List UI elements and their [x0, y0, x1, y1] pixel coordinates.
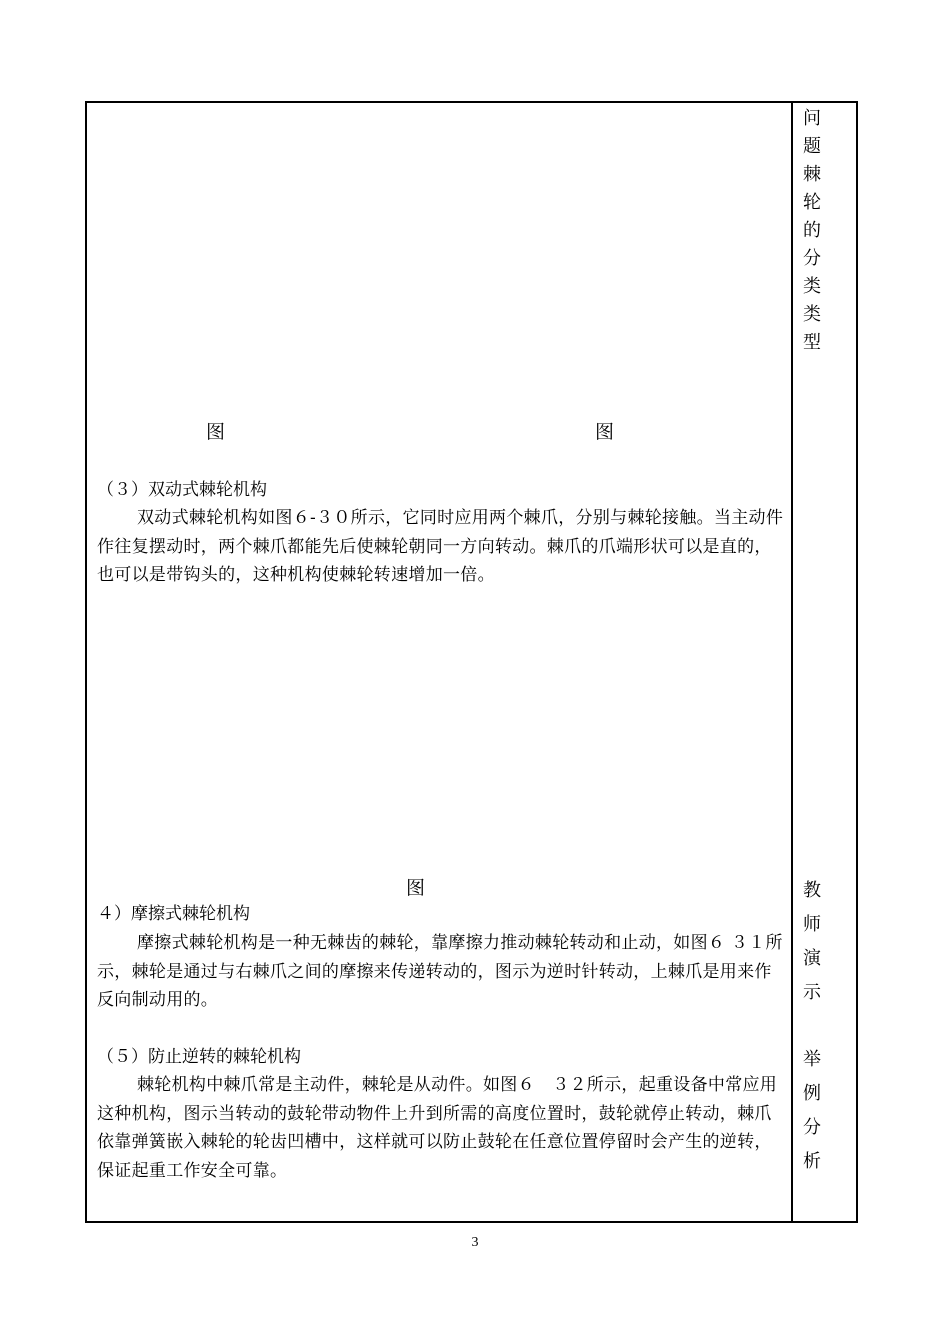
figure-caption-left: 图	[206, 421, 226, 443]
section-3-heading: （３）双动式棘轮机构	[97, 480, 267, 500]
content-cell	[87, 103, 791, 1221]
section-5-heading: （５）防止逆转的棘轮机构	[97, 1047, 301, 1067]
notes-cell	[793, 103, 856, 1221]
section-3-body: 双动式棘轮机构如图６-３０所示，它同时应用两个棘爪，分别与棘轮接触。当主动件作往复摆动时，两个棘爪都能先后使棘轮朝同一方向转动。棘爪的爪端形状可以是直的，也可以是带钩头的，这种机构使棘轮转速增加一倍。	[97, 508, 784, 585]
section-4-body: 摩擦式棘轮机构是一种无棘齿的棘轮，靠摩擦力推动棘轮转动和止动，如图６ ３１所示，棘轮是通过与右棘爪之间的摩擦来传递转动的，图示为逆时针转动，上棘爪是用来作反向制动用的。	[97, 933, 783, 1010]
side-label-teacher-demo: 教师演示	[803, 880, 830, 1003]
section-5-body: 棘轮机构中棘爪常是主动件，棘轮是从动件。如图６ ３２所示，起重设备中常应用这种机构，图示当转动的鼓轮带动物件上升到所需的高度位置时，鼓轮就停止转动，棘爪依靠弹簧嵌入棘轮的轮齿凹槽中，这样就可以防止鼓轮在任意位置停留时会产生的逆转，保证起重工作安全可靠。	[97, 1075, 778, 1181]
figure-caption-right: 图	[595, 421, 615, 443]
figure-caption-center: 图	[406, 877, 426, 899]
page-number: 3	[471, 1235, 479, 1250]
side-label-question: 问题棘轮的分类类型	[803, 108, 830, 353]
side-label-example-analysis: 举例分析	[803, 1049, 830, 1172]
section-4-heading: ４）摩擦式棘轮机构	[97, 904, 250, 924]
